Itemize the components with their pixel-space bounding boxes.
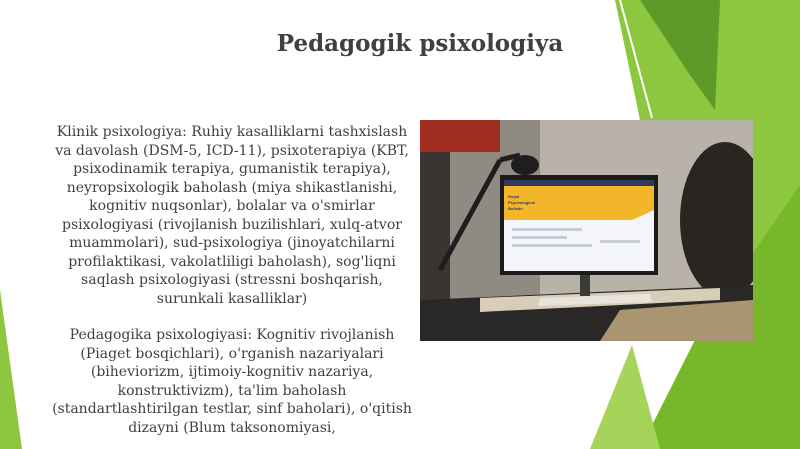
photo-screen-line-3: [512, 244, 592, 247]
photo-red-shelf: [420, 120, 500, 152]
photo-lamp-head: [511, 155, 539, 175]
photo-screen-heading-2: Psychological: [508, 200, 535, 205]
page-title: Pedagogik psixologiya: [276, 30, 564, 57]
body-text: [52, 123, 412, 437]
left-green-wedge: [0, 290, 22, 449]
photo-illustration: [420, 120, 753, 341]
photo-screen-navbar: [504, 180, 654, 186]
paragraph-pedagogical: Pedagogika psixologiyasi: Kognitiv rivojlanish (Piaget bosqichlari), o'rganish nazariyalari (biheviorizm, ijtimoiy-kognitiv nazariya, konstruktivizm), ta'lim baholash (standartlashtirilgan testlar, sinf baholari), o'qitish dizayni (Blum taksonomiyasi,: [52, 327, 412, 436]
photo-screen-line-4: [600, 240, 640, 243]
right-green-sliver: [590, 345, 660, 449]
photo-screen-line-2: [512, 236, 567, 239]
photo-screen-heading-3: Bulletin: [508, 206, 523, 211]
paragraph-clinical: Klinik psixologiya: Ruhiy kasalliklarni tashxislash va davolash (DSM-5, ICD-11), psixoterapiya (KBT, psixodinamik terapiya, gumanistik terapiya), neyropsixologik baholash (miya shikastlanishi, kognitiv nuqsonlar), bolalar va o'smirlar psixologiyasi (rivojlanish buzilishlari, xulq-atvor muammolari), sud-psixologiya (jinoyatchilarni profilaktikasi, vakolatliligi baholash), sog'liqni saqlash psixologiyasi (stressni boshqarish, surunkali kasalliklar): [55, 124, 409, 307]
photo-desk-monitor: [420, 120, 753, 341]
photo-screen-heading: Royal: [508, 194, 519, 199]
photo-screen-line-1: [512, 228, 582, 231]
